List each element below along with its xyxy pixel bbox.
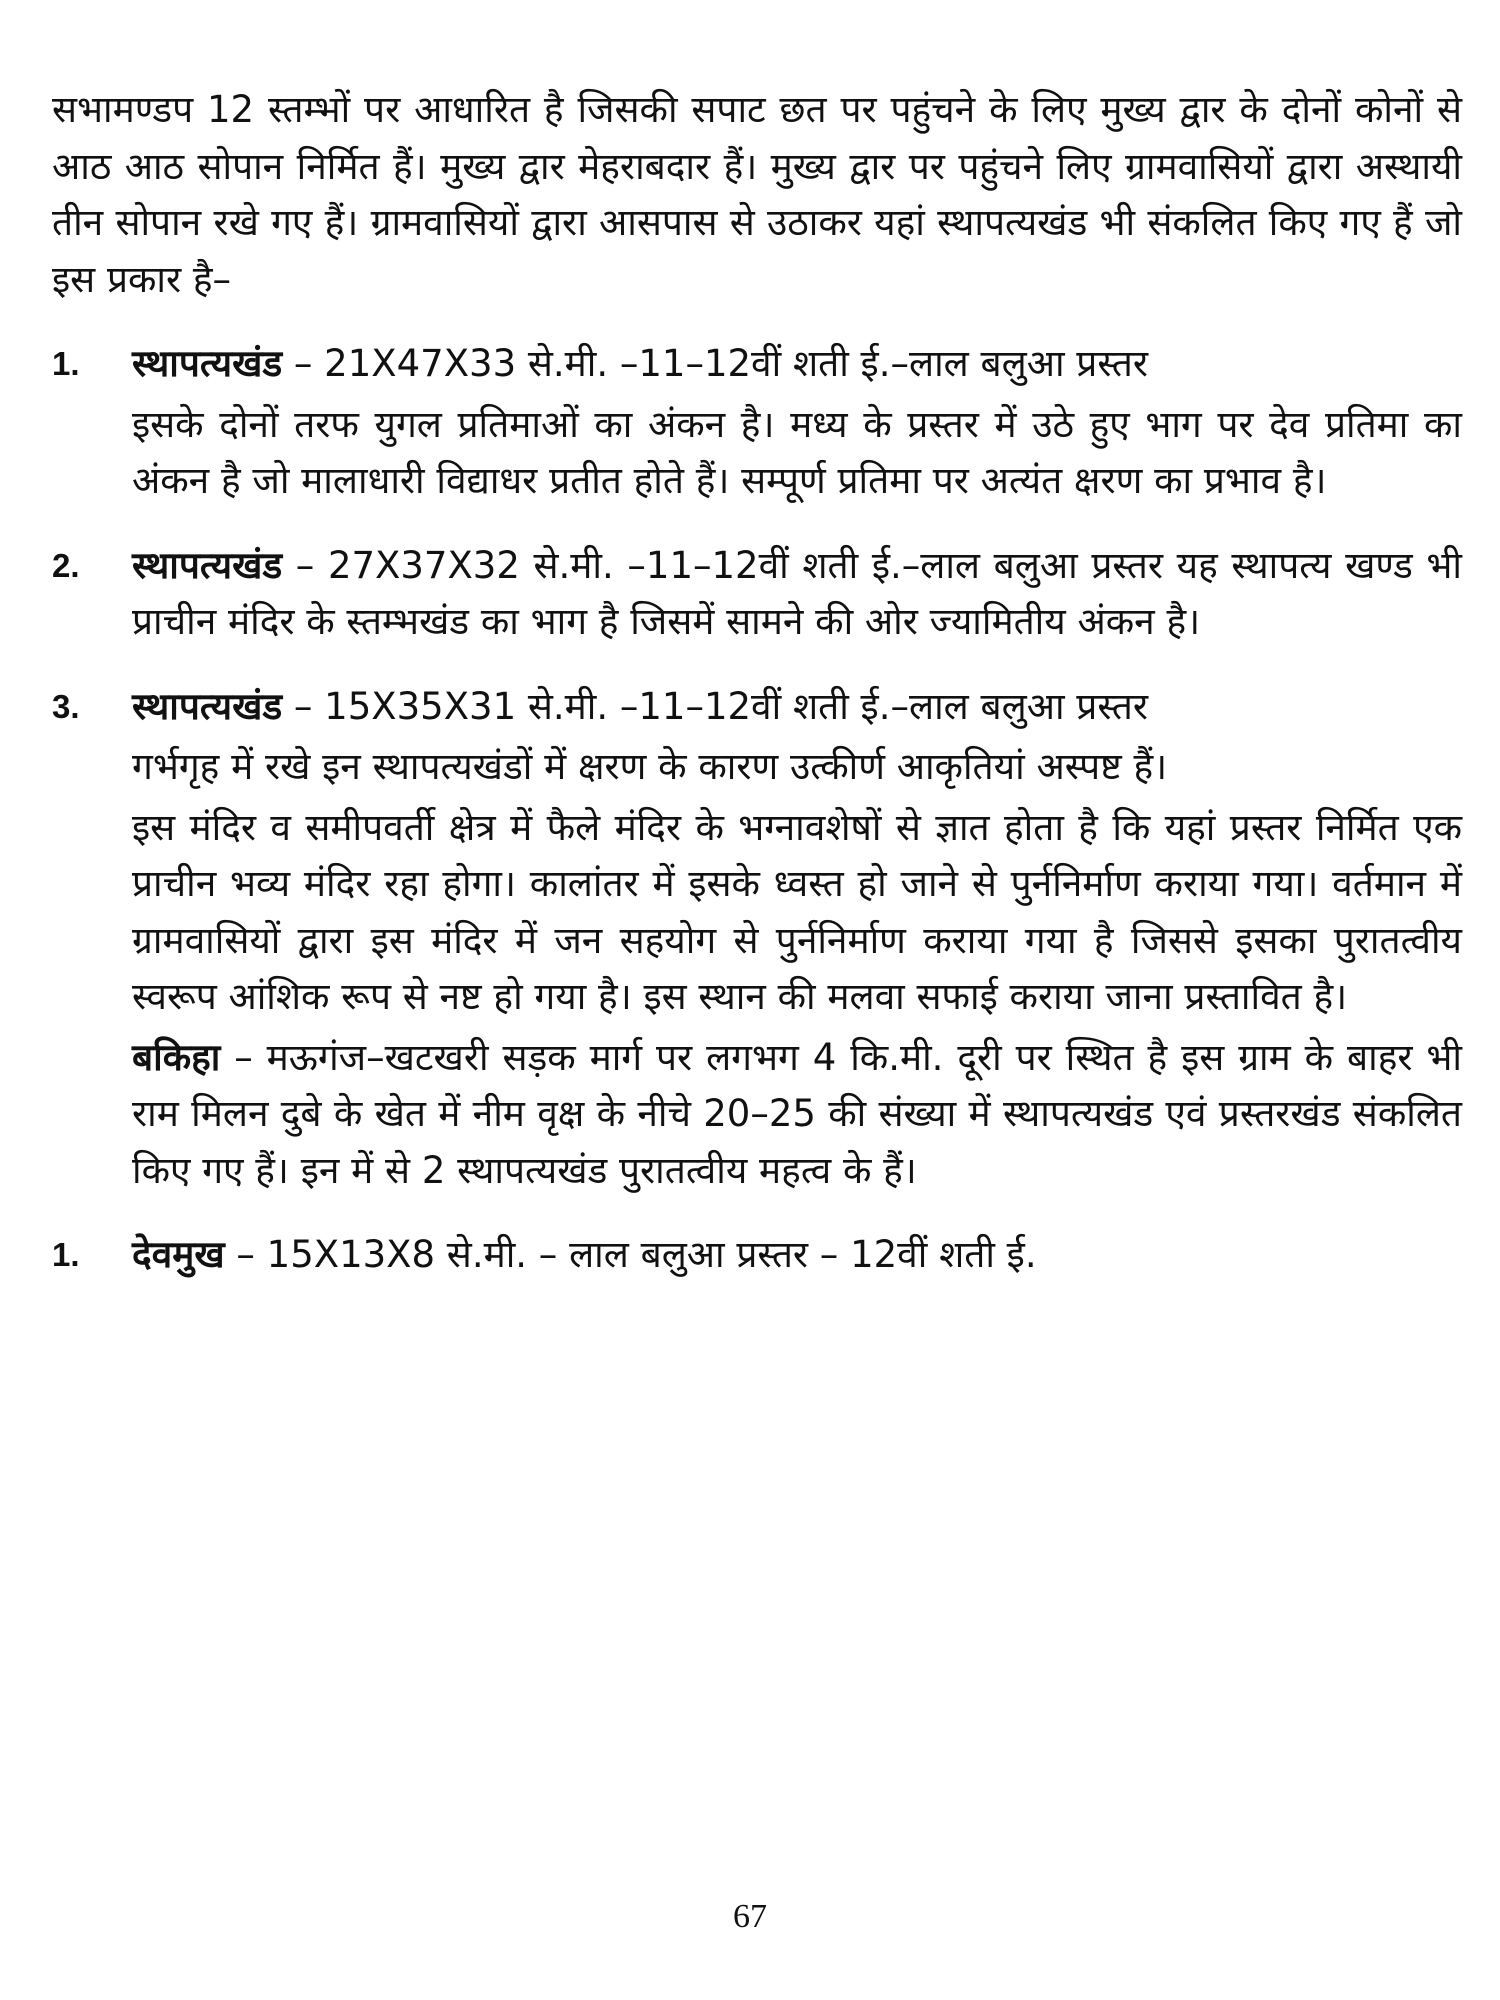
item-heading	[132, 1227, 1462, 1284]
list-item	[52, 1227, 1462, 1284]
item-number: 1.	[52, 1236, 80, 1273]
item-spec: – 15X13X8 से.मी. – लाल बलुआ प्रस्तर – 12वीं शती ई.	[224, 1233, 1037, 1276]
list-item	[52, 679, 1462, 1200]
item-number: 1.	[52, 345, 80, 382]
item-spec: – 21X47X33 से.मी. –11–12वीं शती ई.–लाल बलुआ प्रस्तर	[282, 342, 1148, 385]
item-number: 2.	[52, 546, 80, 584]
item-spec: – 27X37X32 से.मी. –11–12वीं शती ई.–लाल बलुआ प्रस्तर यह स्थापत्य खण्ड भी प्राचीन मंदिर के स्तम्भखंड का भाग है जिसमें सामने की ओर ज्यामितीय अंकन है।	[132, 543, 1462, 643]
item-title: स्थापत्यखंड	[132, 543, 283, 587]
intro-paragraph: सभामण्डप 12 स्तम्भों पर आधारित है जिसकी सपाट छत पर पहुंचने के लिए मुख्य द्वार के दोनों कोनों से आठ आठ सोपान निर्मित हैं। मुख्य द्वार मेहराबदार हैं। मुख्य द्वार पर पहुंचने लिए ग्रामवासियों द्वारा अस्थायी तीन सोपान रखे गए हैं। ग्रामवासियों द्वारा आसपास से उठाकर यहां स्थापत्यखंड भी संकलित किए गए हैं जो इस प्रकार है–	[52, 88, 1462, 301]
item-title: स्थापत्यखंड	[132, 342, 283, 385]
item-title: स्थापत्यखंड	[132, 684, 283, 728]
list-item	[52, 336, 1462, 510]
item-heading	[132, 538, 1462, 651]
item-number: 3.	[52, 687, 80, 725]
bakiha-paragraph	[132, 1030, 1462, 1200]
item-description: गर्भगृह में रखे इन स्थापत्यखंडों में क्षरण के कारण उत्कीर्ण आकृतियां अस्पष्ट हैं।	[132, 745, 1168, 788]
item-description: इसके दोनों तरफ युगल प्रतिमाओं का अंकन है। मध्य के प्रस्तर में उठे हुए भाग पर देव प्रतिमा का अंकन है जो मालाधारी विद्याधर प्रतीत होते हैं। सम्पूर्ण प्रतिमा पर अत्यंत क्षरण का प्रभाव है।	[132, 402, 1462, 502]
document-page	[52, 82, 1462, 1284]
conclusion-paragraph: इस मंदिर व समीपवर्ती क्षेत्र में फैले मंदिर के भग्नावशेषों से ज्ञात होता है कि यहां प्रस्तर निर्मित एक प्राचीन भव्य मंदिर रहा होगा। कालांतर में इसके ध्वस्त हो जाने से पुर्ननिर्माण कराया गया। वर्तमान में ग्रामवासियों द्वारा इस मंदिर में जन सहयोग से पुर्ननिर्माण कराया गया है जिससे इसका पुरातत्वीय स्वरूप आंशिक रूप से नष्ट हो गया है। इस स्थान की मलवा सफाई कराया जाना प्रस्तावित है।	[132, 805, 1462, 1018]
list-item	[52, 538, 1462, 651]
item-heading	[132, 679, 1462, 736]
page-number: 67	[733, 1898, 767, 1935]
item-heading	[132, 336, 1462, 393]
bakiha-title: बकिहा	[132, 1035, 221, 1079]
item-spec: – 15X35X31 से.मी. –11–12वीं शती ई.–लाल बलुआ प्रस्तर	[282, 684, 1148, 728]
item-title: देवमुख	[132, 1233, 225, 1276]
bakiha-text: – मऊगंज–खटखरी सड़क मार्ग पर लगभग 4 कि.मी. दूरी पर स्थित है इस ग्राम के बाहर भी राम मिलन दुबे के खेत में नीम वृक्ष के नीचे 20–25 की संख्या में स्थापत्यखंड एवं प्रस्तरखंड संकलित किए गए हैं। इन में से 2 स्थापत्यखंड पुरातत्वीय महत्व के हैं।	[132, 1035, 1462, 1192]
